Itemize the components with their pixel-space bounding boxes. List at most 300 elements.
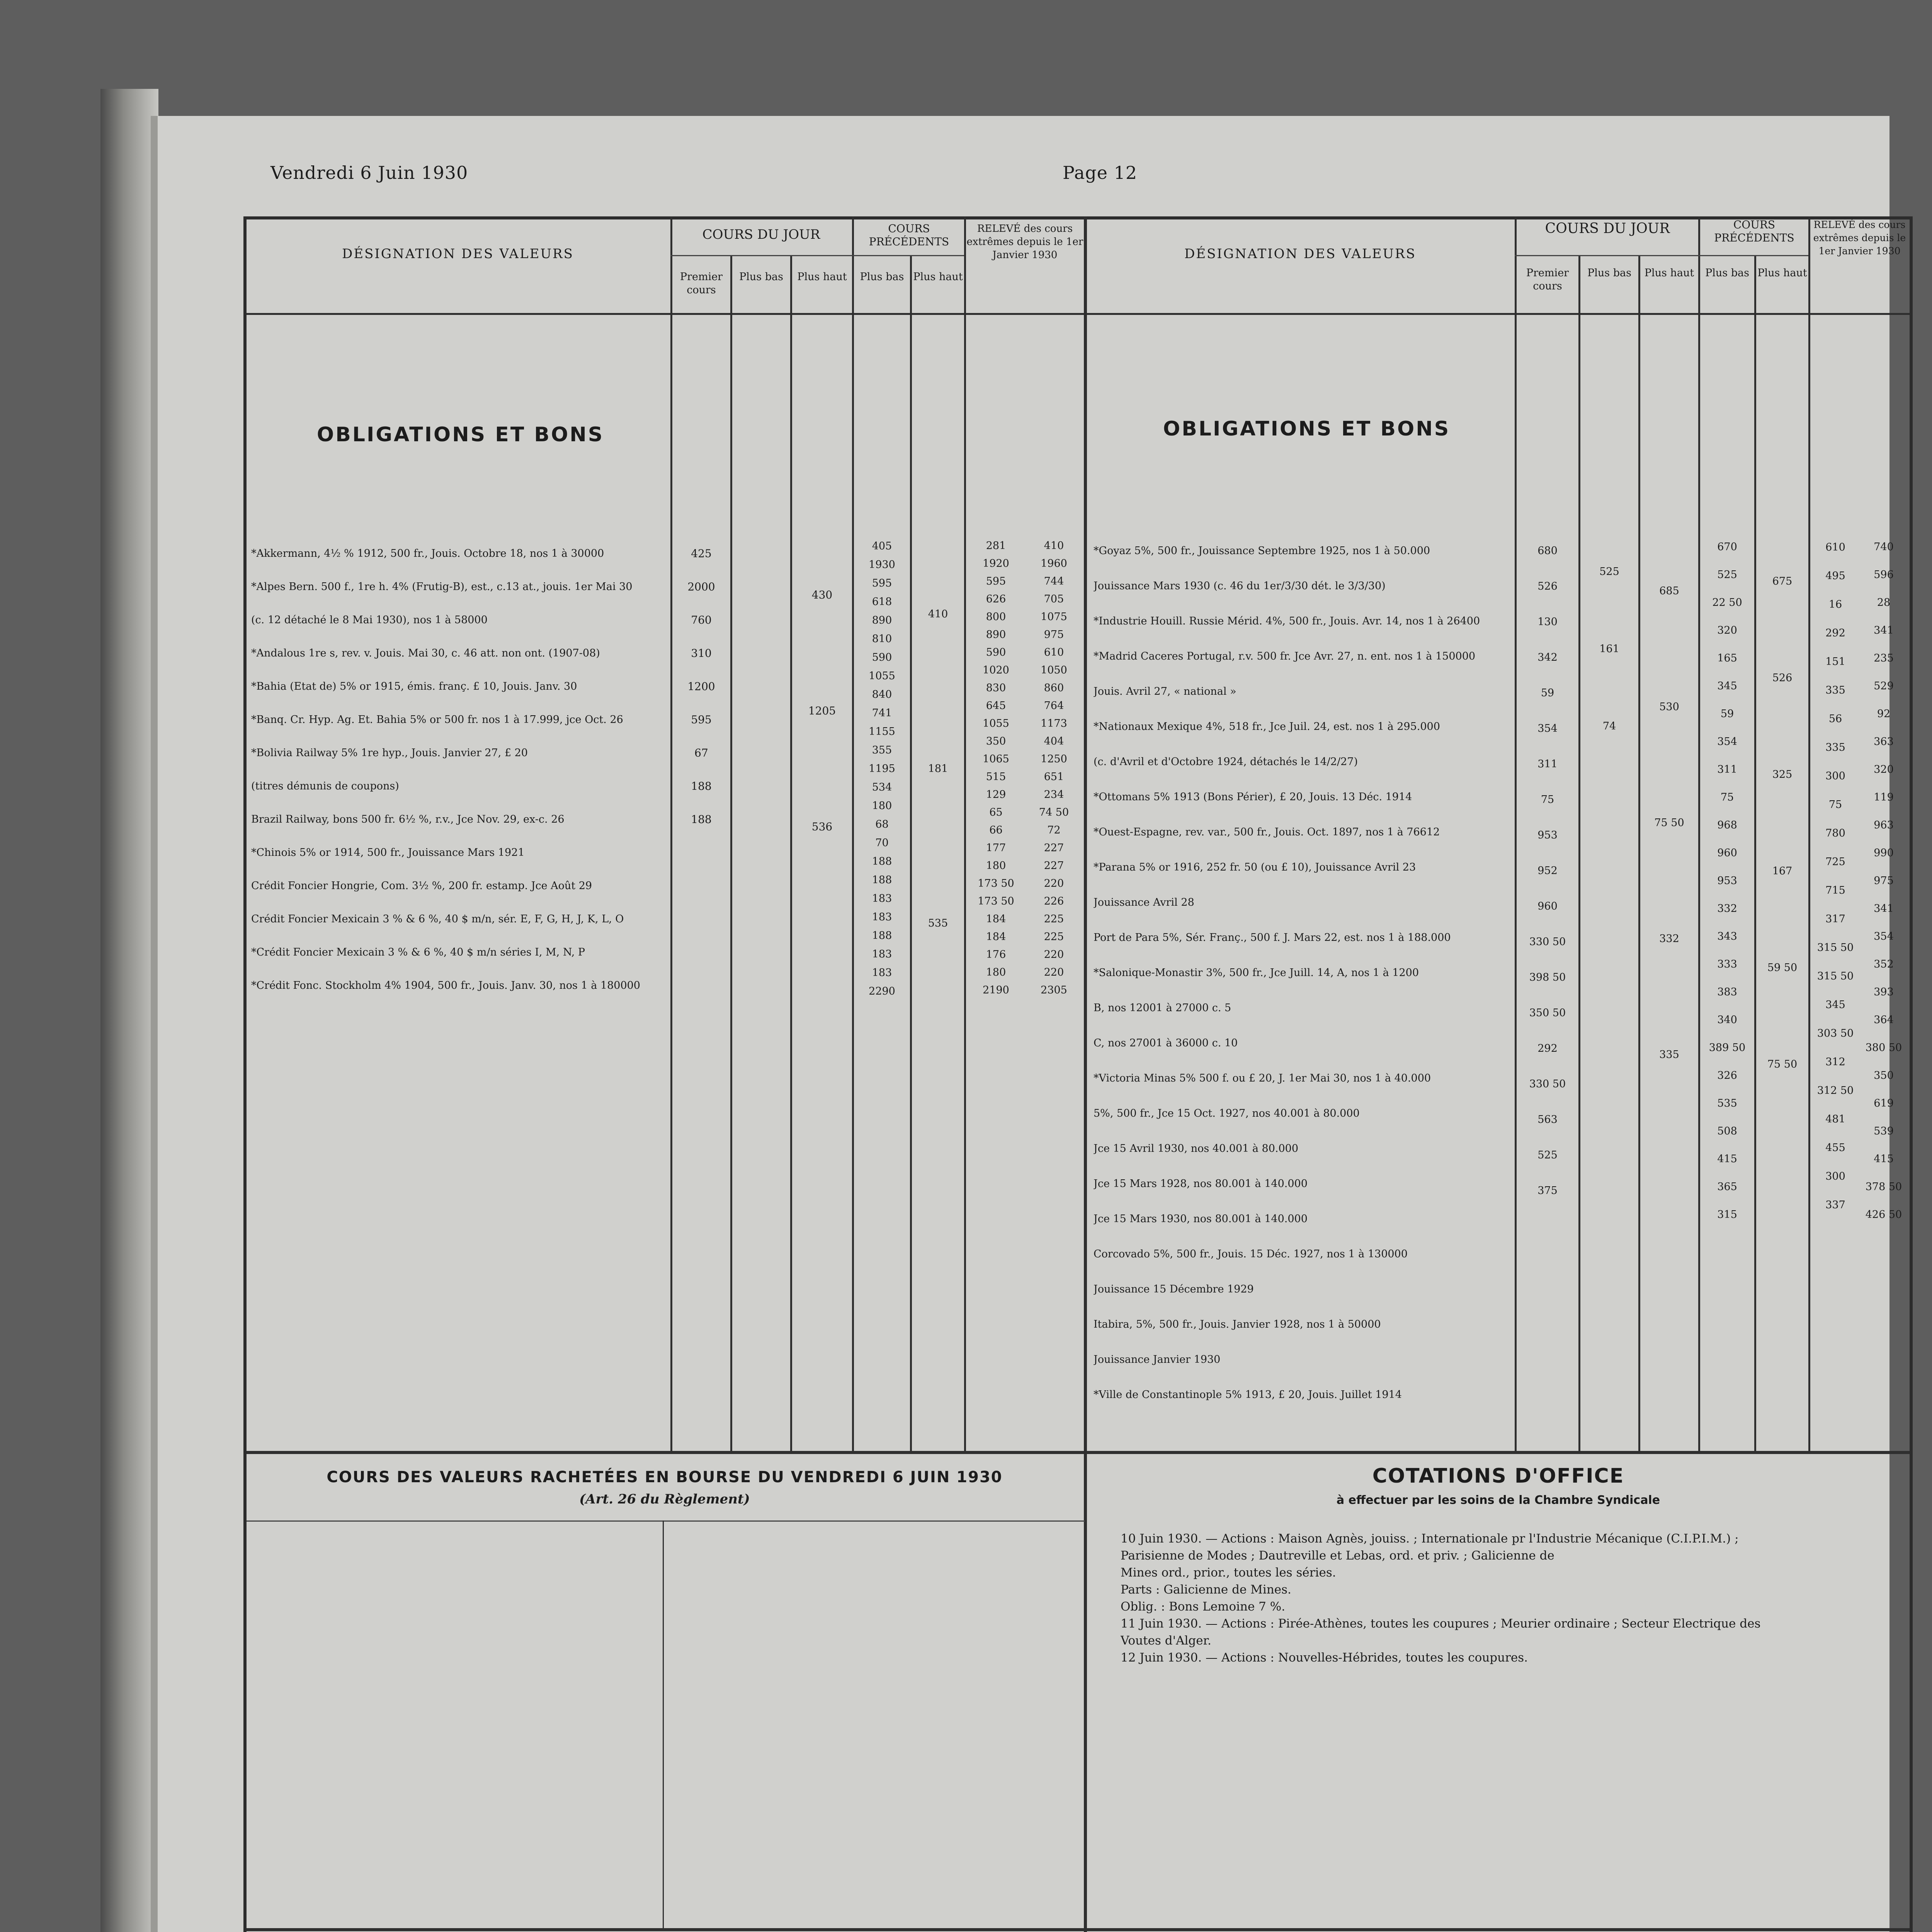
group-rule bbox=[852, 255, 964, 256]
table-row: *Madrid Caceres Portugal, r.v. 500 fr. Jce Avr. 27, n. ent. nos 1 à 150000 bbox=[1094, 650, 1476, 662]
cell-releve: 66 bbox=[989, 824, 1003, 836]
cell-prec: 508 bbox=[1717, 1125, 1737, 1137]
cell-premier: 330 50 bbox=[1529, 936, 1566, 948]
table-row: *Andalous 1re s, rev. v. Jouis. Mai 30, c. 46 att. non ont. (1907-08) bbox=[251, 647, 600, 659]
cell-prec: 333 bbox=[1717, 958, 1737, 970]
cell-releve: 619 bbox=[1874, 1097, 1894, 1109]
cell-prec: 59 bbox=[1720, 708, 1734, 720]
cell-prec: 590 bbox=[872, 651, 892, 663]
right-releve-bas-col bbox=[1812, 533, 1859, 1219]
table-row: *Salonique-Monastir 3%, 500 fr., Jce Juill. 14, A, nos 1 à 1200 bbox=[1094, 967, 1419, 979]
cell-releve: 1920 bbox=[983, 558, 1009, 570]
cell-releve: 184 bbox=[986, 931, 1006, 943]
cell-releve: 74 50 bbox=[1039, 806, 1069, 818]
cell-releve: 990 bbox=[1874, 847, 1894, 859]
cell-prec: 343 bbox=[1717, 930, 1737, 942]
table-row: *Banq. Cr. Hyp. Ag. Et. Bahia 5% or 500 fr. nos 1 à 17.999, jce Oct. 26 bbox=[251, 714, 623, 726]
left-prec-haut-header: Plus haut bbox=[913, 271, 963, 283]
table-row: *Chinois 5% or 1914, 500 fr., Jouissance Mars 1921 bbox=[251, 847, 525, 859]
cell-prec: 75 bbox=[1720, 791, 1734, 803]
cell-releve: 312 50 bbox=[1817, 1085, 1854, 1097]
cell-releve: 610 bbox=[1044, 646, 1064, 658]
group-rule bbox=[1515, 255, 1698, 256]
table-row: Itabira, 5%, 500 fr., Jouis. Janvier 1928, nos 1 à 50000 bbox=[1094, 1318, 1381, 1330]
left-releve-bas-col bbox=[968, 537, 1024, 999]
cell-bas: 161 bbox=[1599, 643, 1619, 655]
cell-haut: 536 bbox=[811, 820, 833, 833]
cell-prec: 526 bbox=[1772, 672, 1793, 684]
table-row: *Nationaux Mexique 4%, 518 fr., Jce Juil. 24, est. nos 1 à 295.000 bbox=[1094, 721, 1440, 733]
cell-prec: 183 bbox=[872, 948, 892, 960]
header-date: Vendredi 6 Juin 1930 bbox=[270, 162, 468, 183]
cell-releve: 129 bbox=[986, 789, 1006, 801]
left-premier-col bbox=[674, 537, 728, 836]
right-section-title: OBLIGATIONS ET BONS bbox=[1163, 417, 1451, 440]
cell-haut: 332 bbox=[1659, 933, 1679, 945]
cell-releve: 312 bbox=[1825, 1056, 1845, 1068]
cell-prec: 410 bbox=[928, 608, 948, 620]
cell-releve: 380 50 bbox=[1865, 1042, 1902, 1054]
cell-releve: 317 bbox=[1825, 913, 1845, 925]
cell-premier: 952 bbox=[1537, 865, 1558, 877]
cell-prec: 365 bbox=[1717, 1181, 1737, 1193]
table-row: Crédit Foncier Mexicain 3 % & 6 %, 40 $ m/n, sér. E, F, G, H, J, K, L, O bbox=[251, 913, 624, 925]
cell-premier: 342 bbox=[1537, 651, 1558, 663]
cotation-line: Parisienne de Modes ; Dautreville et Lebas, ord. et priv. ; Galicienne de bbox=[1121, 1549, 1554, 1563]
left-releve-haut-col bbox=[1026, 537, 1082, 999]
cell-releve: 335 bbox=[1825, 742, 1845, 753]
cell-premier: 960 bbox=[1537, 900, 1558, 912]
cell-releve: 234 bbox=[1044, 789, 1064, 801]
cell-premier: 188 bbox=[691, 813, 712, 826]
right-prec2-col bbox=[1758, 533, 1806, 1113]
cell-releve: 300 bbox=[1825, 1170, 1845, 1182]
cell-releve: 800 bbox=[986, 611, 1006, 623]
cell-premier: 375 bbox=[1537, 1185, 1558, 1197]
right-releve-header: RELEVÉ des cours extrêmes depuis le 1er Janvier 1930 bbox=[1813, 219, 1906, 257]
cell-prec: 325 bbox=[1772, 769, 1793, 781]
cell-releve: 740 bbox=[1874, 541, 1894, 553]
table-row: *Bolivia Railway 5% 1re hyp., Jouis. Janvier 27, £ 20 bbox=[251, 747, 528, 759]
cell-releve: 378 50 bbox=[1865, 1181, 1902, 1193]
cell-prec: 315 bbox=[1717, 1209, 1737, 1221]
cell-premier: 398 50 bbox=[1529, 971, 1566, 983]
cell-releve: 705 bbox=[1044, 593, 1064, 605]
cell-premier: 59 bbox=[1541, 687, 1554, 699]
cell-haut: 335 bbox=[1659, 1049, 1679, 1061]
cell-releve: 303 50 bbox=[1817, 1027, 1854, 1039]
table-divider bbox=[1084, 216, 1087, 1453]
cell-releve: 725 bbox=[1825, 856, 1845, 868]
right-designation-header: DÉSIGNATION DES VALEURS bbox=[1184, 246, 1416, 262]
cell-prec: 890 bbox=[872, 614, 892, 626]
cell-prec: 618 bbox=[872, 596, 892, 608]
cell-prec: 311 bbox=[1717, 764, 1737, 776]
cell-releve: 345 bbox=[1825, 999, 1845, 1011]
cell-releve: 1020 bbox=[983, 664, 1009, 676]
cell-releve: 65 bbox=[989, 806, 1003, 818]
left-prec1-col bbox=[856, 537, 908, 1001]
cell-prec: 525 bbox=[1717, 569, 1737, 581]
cell-prec: 167 bbox=[1772, 865, 1793, 877]
cell-releve: 1055 bbox=[983, 718, 1009, 730]
table-row: *Victoria Minas 5% 500 f. ou £ 20, J. 1er Mai 30, nos 1 à 40.000 bbox=[1094, 1072, 1431, 1084]
cell-releve: 180 bbox=[986, 966, 1006, 978]
right-haut-header: Plus haut bbox=[1644, 267, 1694, 279]
right-precedents-header: COURS PRÉCÉDENTS bbox=[1714, 218, 1794, 244]
left-releve-header: RELEVÉ des cours extrêmes depuis le 1er Janvier 1930 bbox=[966, 223, 1083, 261]
col-sep bbox=[670, 216, 672, 1453]
cell-prec: 2290 bbox=[869, 985, 895, 997]
table-row: *Crédit Foncier Mexicain 3 % & 6 %, 40 $ m/n séries I, M, N, P bbox=[251, 946, 585, 958]
left-cours-jour-header: COURS DU JOUR bbox=[702, 227, 820, 242]
cell-releve: 364 bbox=[1874, 1014, 1894, 1026]
left-haut-col bbox=[794, 537, 850, 885]
table-row: Jouissance Mars 1930 (c. 46 du 1er/3/30 dét. le 3/3/30) bbox=[1094, 580, 1386, 592]
cell-premier: 354 bbox=[1537, 723, 1558, 735]
left-bas-header: Plus bas bbox=[739, 271, 783, 283]
cell-releve: 2305 bbox=[1041, 984, 1067, 996]
cell-releve: 220 bbox=[1044, 966, 1064, 978]
table-row: Jouissance 15 Décembre 1929 bbox=[1094, 1283, 1254, 1295]
right-prec-bas-header: Plus bas bbox=[1705, 267, 1749, 279]
cell-prec: 741 bbox=[872, 707, 892, 719]
cell-prec: 415 bbox=[1717, 1153, 1737, 1165]
cell-prec: 180 bbox=[872, 800, 892, 812]
cell-releve: 320 bbox=[1874, 764, 1894, 776]
col-sep bbox=[1638, 255, 1640, 1453]
middle-divider bbox=[1084, 1451, 1087, 1930]
right-prec-haut-header: Plus haut bbox=[1757, 267, 1807, 279]
table-row: Jce 15 Avril 1930, nos 40.001 à 80.000 bbox=[1094, 1143, 1299, 1155]
cell-prec: 75 50 bbox=[1767, 1058, 1798, 1070]
cell-releve: 184 bbox=[986, 913, 1006, 925]
rachetees-rule bbox=[247, 1520, 1085, 1522]
cell-prec: 1195 bbox=[869, 763, 895, 775]
left-precedents-header: COURS PRÉCÉDENTS bbox=[869, 222, 949, 248]
cell-haut: 1205 bbox=[808, 704, 836, 717]
table-row: *Bahia (Etat de) 5% or 1915, émis. franç. £ 10, Jouis. Janv. 30 bbox=[251, 680, 577, 692]
cell-releve: 350 bbox=[1874, 1070, 1894, 1082]
cell-premier: 67 bbox=[694, 747, 708, 759]
cell-releve: 1065 bbox=[983, 753, 1009, 765]
cell-releve: 890 bbox=[986, 629, 1006, 641]
col-sep bbox=[1808, 216, 1810, 1453]
table-row: Crédit Foncier Hongrie, Com. 3½ %, 200 fr. estamp. Jce Août 29 bbox=[251, 880, 592, 892]
cotation-line: Voutes d'Alger. bbox=[1121, 1634, 1211, 1648]
cell-releve: 975 bbox=[1874, 875, 1894, 887]
cell-releve: 744 bbox=[1044, 575, 1064, 587]
cell-releve: 173 50 bbox=[978, 895, 1014, 907]
cell-releve: 410 bbox=[1044, 540, 1064, 552]
cell-prec: 320 bbox=[1717, 624, 1737, 636]
cell-prec: 1155 bbox=[869, 726, 895, 738]
cell-prec: 188 bbox=[872, 855, 892, 867]
table-row: *Alpes Bern. 500 f., 1re h. 4% (Frutig-B), est., c.13 at., jouis. 1er Mai 30 bbox=[251, 581, 633, 593]
cell-premier: 310 bbox=[691, 647, 712, 660]
table-row: *Crédit Fonc. Stockholm 4% 1904, 500 fr., Jouis. Janv. 30, nos 1 à 180000 bbox=[251, 980, 640, 992]
cotations-subtitle: à effectuer par les soins de la Chambre Syndicale bbox=[1336, 1493, 1660, 1507]
cell-releve: 281 bbox=[986, 540, 1006, 552]
cell-prec: 188 bbox=[872, 930, 892, 942]
col-sep bbox=[1754, 255, 1756, 1453]
cell-releve: 225 bbox=[1044, 913, 1064, 925]
cell-releve: 651 bbox=[1044, 771, 1064, 783]
cell-releve: 180 bbox=[986, 860, 1006, 872]
table-row: *Akkermann, 4½ % 1912, 500 fr., Jouis. Octobre 18, nos 1 à 30000 bbox=[251, 548, 604, 560]
cell-releve: 455 bbox=[1825, 1142, 1845, 1154]
cell-releve: 177 bbox=[986, 842, 1006, 854]
cotation-line: Parts : Galicienne de Mines. bbox=[1121, 1583, 1291, 1597]
cell-releve: 235 bbox=[1874, 652, 1894, 664]
cell-prec: 183 bbox=[872, 911, 892, 923]
cell-prec: 535 bbox=[928, 917, 948, 929]
cell-prec: 183 bbox=[872, 967, 892, 979]
cell-prec: 59 50 bbox=[1767, 962, 1798, 974]
cell-premier: 425 bbox=[691, 547, 712, 560]
right-haut-col bbox=[1642, 533, 1696, 1113]
cell-prec: 181 bbox=[928, 763, 948, 775]
cell-releve: 1960 bbox=[1041, 558, 1067, 570]
cell-premier: 1200 bbox=[687, 680, 715, 693]
cell-releve: 173 50 bbox=[978, 878, 1014, 889]
col-sep bbox=[790, 255, 792, 1453]
cell-releve: 645 bbox=[986, 700, 1006, 712]
table-row: *Industrie Houill. Russie Mérid. 4%, 500 fr., Jouis. Avr. 14, nos 1 à 26400 bbox=[1094, 615, 1480, 627]
right-cours-jour-header: COURS DU JOUR bbox=[1545, 221, 1670, 236]
table-row: C, nos 27001 à 36000 c. 10 bbox=[1094, 1037, 1238, 1049]
cotation-line: 10 Juin 1930. — Actions : Maison Agnès, jouiss. ; Internationale pr l'Industrie Mécanique (C.I.P.I.M.) ; bbox=[1121, 1532, 1739, 1546]
cell-prec: 22 50 bbox=[1712, 597, 1742, 609]
cell-prec: 354 bbox=[1717, 736, 1737, 748]
cell-prec: 535 bbox=[1717, 1097, 1737, 1109]
cell-premier: 760 bbox=[691, 614, 712, 626]
cell-prec: 595 bbox=[872, 577, 892, 589]
table-row: B, nos 12001 à 27000 c. 5 bbox=[1094, 1002, 1231, 1014]
cell-releve: 393 bbox=[1874, 986, 1894, 998]
cell-haut: 530 bbox=[1659, 701, 1679, 713]
cell-prec: 534 bbox=[872, 781, 892, 793]
cell-releve: 780 bbox=[1825, 827, 1845, 839]
cell-releve: 764 bbox=[1044, 700, 1064, 712]
cell-releve: 415 bbox=[1874, 1153, 1894, 1165]
left-prec-bas-header: Plus bas bbox=[860, 271, 904, 283]
cell-bas: 525 bbox=[1599, 566, 1619, 578]
col-sep bbox=[852, 216, 854, 1453]
cell-releve: 335 bbox=[1825, 684, 1845, 696]
group-rule bbox=[670, 255, 852, 256]
cell-premier: 130 bbox=[1537, 616, 1558, 628]
cell-prec: 183 bbox=[872, 893, 892, 905]
cell-prec: 960 bbox=[1717, 847, 1737, 859]
cell-releve: 1250 bbox=[1041, 753, 1067, 765]
cell-releve: 515 bbox=[986, 771, 1006, 783]
cell-prec: 332 bbox=[1717, 903, 1737, 915]
cell-premier: 680 bbox=[1537, 545, 1558, 557]
table-row: Jce 15 Mars 1930, nos 80.001 à 140.000 bbox=[1094, 1213, 1308, 1225]
table-row: *Parana 5% or 1916, 252 fr. 50 (ou £ 10), Jouissance Avril 23 bbox=[1094, 861, 1416, 873]
left-prec2-col bbox=[914, 537, 962, 1001]
cell-releve: 481 bbox=[1825, 1113, 1845, 1125]
header-page: Page 12 bbox=[1063, 162, 1138, 183]
rachetees-title: COURS DES VALEURS RACHETÉES EN BOURSE DU VENDREDI 6 JUIN 1930 bbox=[327, 1468, 1003, 1486]
cell-releve: 963 bbox=[1874, 819, 1894, 831]
cell-releve: 1173 bbox=[1041, 718, 1067, 730]
cell-premier: 330 50 bbox=[1529, 1078, 1566, 1090]
cell-releve: 354 bbox=[1874, 930, 1894, 942]
cell-releve: 315 50 bbox=[1817, 970, 1854, 982]
table-row: Jouissance Avril 28 bbox=[1094, 896, 1194, 908]
cell-prec: 675 bbox=[1772, 575, 1793, 587]
cell-releve: 292 bbox=[1825, 627, 1845, 639]
cell-premier: 563 bbox=[1537, 1114, 1558, 1126]
cell-premier: 292 bbox=[1537, 1043, 1558, 1054]
table-row: *Ville de Constantinople 5% 1913, £ 20, Jouis. Juillet 1914 bbox=[1094, 1389, 1402, 1401]
cell-releve: 341 bbox=[1874, 624, 1894, 636]
table-row: (c. d'Avril et d'Octobre 1924, détachés le 14/2/27) bbox=[1094, 756, 1358, 768]
cell-prec: 389 50 bbox=[1709, 1042, 1746, 1054]
cell-releve: 426 50 bbox=[1865, 1209, 1902, 1221]
col-sep bbox=[1515, 216, 1517, 1453]
section-rule bbox=[247, 1928, 1910, 1931]
right-premier-header: Premier cours bbox=[1526, 267, 1569, 292]
cell-releve: 75 bbox=[1828, 799, 1842, 811]
cell-releve: 227 bbox=[1044, 860, 1064, 872]
cell-releve: 225 bbox=[1044, 931, 1064, 943]
cell-prec: 1930 bbox=[869, 559, 895, 571]
cell-premier: 526 bbox=[1537, 580, 1558, 592]
cell-prec: 810 bbox=[872, 633, 892, 645]
cell-releve: 495 bbox=[1825, 570, 1845, 582]
cell-releve: 352 bbox=[1874, 958, 1894, 970]
cell-releve: 1075 bbox=[1041, 611, 1067, 623]
cell-releve: 220 bbox=[1044, 949, 1064, 961]
table-row: *Ouest-Espagne, rev. var., 500 fr., Jouis. Oct. 1897, nos 1 à 76612 bbox=[1094, 826, 1440, 838]
cell-releve: 300 bbox=[1825, 770, 1845, 782]
cell-bas: 74 bbox=[1602, 720, 1616, 732]
table-row: Jce 15 Mars 1928, nos 80.001 à 140.000 bbox=[1094, 1178, 1308, 1190]
cell-prec: 670 bbox=[1717, 541, 1737, 553]
cell-releve: 28 bbox=[1877, 597, 1891, 609]
cell-prec: 968 bbox=[1717, 819, 1737, 831]
col-sep bbox=[1578, 255, 1580, 1453]
cell-prec: 405 bbox=[872, 540, 892, 552]
cell-prec: 953 bbox=[1717, 875, 1737, 887]
cell-haut: 685 bbox=[1659, 585, 1679, 597]
table-row: (titres démunis de coupons) bbox=[251, 780, 399, 792]
cell-releve: 341 bbox=[1874, 903, 1894, 915]
cell-prec: 70 bbox=[875, 837, 889, 849]
cell-haut: 430 bbox=[811, 588, 833, 601]
lower-divider bbox=[1084, 1928, 1087, 1932]
cell-prec: 383 bbox=[1717, 986, 1737, 998]
cell-prec: 326 bbox=[1717, 1070, 1737, 1082]
table-row: (c. 12 détaché le 8 Mai 1930), nos 1 à 58000 bbox=[251, 614, 488, 626]
table-header-rule bbox=[247, 313, 1910, 315]
cell-prec: 355 bbox=[872, 744, 892, 756]
cell-releve: 92 bbox=[1877, 708, 1891, 720]
cotation-line: Oblig. : Bons Lemoine 7 %. bbox=[1121, 1600, 1286, 1614]
col-sep bbox=[910, 255, 912, 1453]
cell-releve: 350 bbox=[986, 735, 1006, 747]
cell-prec: 68 bbox=[875, 818, 889, 830]
cell-prec: 165 bbox=[1717, 652, 1737, 664]
table-row: Jouis. Avril 27, « national » bbox=[1094, 685, 1236, 697]
cell-prec: 345 bbox=[1717, 680, 1737, 692]
cell-premier: 953 bbox=[1537, 829, 1558, 841]
cell-premier: 525 bbox=[1537, 1149, 1558, 1161]
cell-releve: 315 50 bbox=[1817, 942, 1854, 954]
cell-releve: 404 bbox=[1044, 735, 1064, 747]
left-haut-header: Plus haut bbox=[797, 271, 847, 283]
cell-releve: 626 bbox=[986, 593, 1006, 605]
cell-releve: 610 bbox=[1825, 541, 1845, 553]
cell-releve: 539 bbox=[1874, 1125, 1894, 1137]
cell-releve: 595 bbox=[986, 575, 1006, 587]
cell-releve: 176 bbox=[986, 949, 1006, 961]
rachetees-col bbox=[663, 1520, 664, 1930]
cell-releve: 227 bbox=[1044, 842, 1064, 854]
table-row: *Goyaz 5%, 500 fr., Jouissance Septembre 1925, nos 1 à 50.000 bbox=[1094, 545, 1430, 557]
cell-releve: 220 bbox=[1044, 878, 1064, 889]
cell-releve: 529 bbox=[1874, 680, 1894, 692]
cell-premier: 75 bbox=[1541, 794, 1554, 806]
cell-premier: 188 bbox=[691, 780, 712, 793]
table-row: 5%, 500 fr., Jce 15 Oct. 1927, nos 40.001 à 80.000 bbox=[1094, 1107, 1360, 1119]
cell-releve: 596 bbox=[1874, 569, 1894, 581]
cell-releve: 975 bbox=[1044, 629, 1064, 641]
table-row: *Ottomans 5% 1913 (Bons Périer), £ 20, Jouis. 13 Déc. 1914 bbox=[1094, 791, 1412, 803]
cotation-line: 12 Juin 1930. — Actions : Nouvelles-Hébrides, toutes les coupures. bbox=[1121, 1651, 1528, 1665]
cell-premier: 350 50 bbox=[1529, 1007, 1566, 1019]
right-premier-col bbox=[1519, 533, 1577, 1209]
cell-releve: 226 bbox=[1044, 895, 1064, 907]
cell-releve: 830 bbox=[986, 682, 1006, 694]
cotations-body bbox=[1121, 1530, 1905, 1666]
cell-premier: 2000 bbox=[687, 580, 715, 593]
cell-releve: 56 bbox=[1828, 713, 1842, 725]
cell-releve: 119 bbox=[1874, 791, 1894, 803]
right-designations bbox=[1094, 533, 1513, 1412]
rachetees-subtitle: (Art. 26 du Règlement) bbox=[579, 1492, 750, 1507]
left-designation-header: DÉSIGNATION DES VALEURS bbox=[342, 246, 574, 262]
cell-releve: 860 bbox=[1044, 682, 1064, 694]
col-sep bbox=[1698, 216, 1700, 1453]
table-row: Port de Para 5%, Sér. Franç., 500 f. J. Mars 22, est. nos 1 à 188.000 bbox=[1094, 932, 1451, 944]
cell-prec: 1055 bbox=[869, 670, 895, 682]
cell-premier: 311 bbox=[1537, 758, 1558, 770]
cotation-line: 11 Juin 1930. — Actions : Pirée-Athènes, toutes les coupures ; Meurier ordinaire ; Secteur Electrique des bbox=[1121, 1617, 1761, 1631]
cell-releve: 2190 bbox=[983, 984, 1009, 996]
cell-releve: 151 bbox=[1825, 656, 1845, 668]
left-designations bbox=[251, 537, 668, 1002]
right-releve-haut-col bbox=[1861, 533, 1907, 1229]
cotations-title: COTATIONS D'OFFICE bbox=[1372, 1464, 1624, 1488]
cotation-line: Mines ord., prior., toutes les séries. bbox=[1121, 1566, 1336, 1580]
cell-prec: 188 bbox=[872, 874, 892, 886]
cell-haut: 75 50 bbox=[1654, 817, 1684, 829]
cell-prec: 340 bbox=[1717, 1014, 1737, 1026]
col-sep bbox=[964, 216, 966, 1453]
cell-releve: 363 bbox=[1874, 736, 1894, 748]
cell-prec: 840 bbox=[872, 689, 892, 701]
group-rule bbox=[1698, 255, 1808, 256]
cell-releve: 715 bbox=[1825, 884, 1845, 896]
right-bas-col bbox=[1582, 533, 1636, 765]
cell-releve: 16 bbox=[1828, 599, 1842, 611]
section-rule bbox=[247, 1451, 1910, 1454]
right-bas-header: Plus bas bbox=[1587, 267, 1631, 279]
